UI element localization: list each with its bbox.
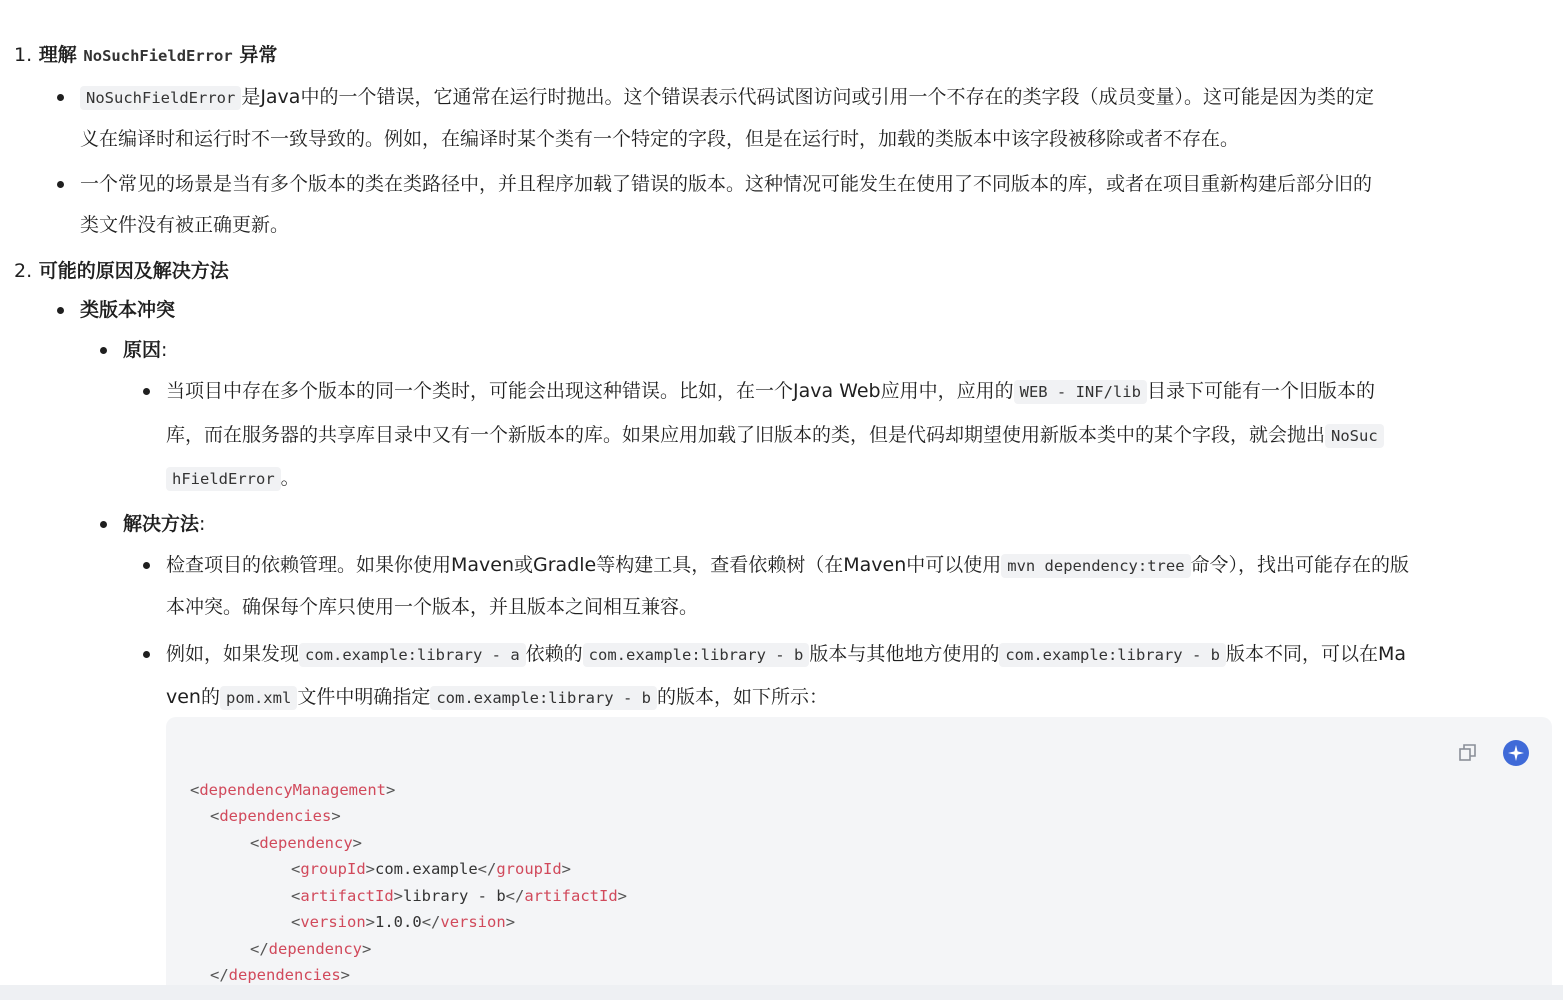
bullet-dot [57,94,64,101]
list-item-continuation: hFieldError 。 [166,463,300,493]
ai-assist-icon[interactable] [1503,740,1529,766]
code-line: </dependency> [250,940,372,958]
section2-heading: 2. 可能的原因及解决方法 [14,260,229,282]
list-item: 一个常见的场景是当有多个版本的类在类路径中，并且程序加载了错误的版本。这种情况可能发生在使用了不同版本的库，或者在项目重新构建后部分旧的 [80,173,1373,195]
code-line: <groupId>com.example</groupId> [291,860,572,878]
list-item-continuation: 义在编译时和运行时不一致导致的。例如，在编译时某个类有一个特定的字段，但是在运行时，加载的类版本中该字段被移除或者不存在。 [80,128,1240,150]
inline-code: com.example:library - a [299,643,526,667]
bullet-dot [100,347,107,354]
inline-code: com.example:library - b [583,643,810,667]
code-line: <artifactId>library - b</artifactId> [291,887,628,905]
inline-code: NoSuchFieldError [83,47,233,65]
list-item-continuation: 类文件没有被正确更新。 [80,214,290,236]
ai-assist-icon-svg [1503,740,1529,766]
inline-code: NoSuchFieldError [80,86,241,110]
code-line: </dependencies> [210,966,350,984]
bullet-dot [143,562,150,569]
list-item-continuation: 本冲突。确保每个库只使用一个版本，并且版本之间相互兼容。 [166,596,699,618]
inline-code: pom.xml [220,686,297,710]
inline-code: com.example:library - b [999,643,1226,667]
solution-label: 解决方法: [123,513,206,535]
list-item: 当项目中存在多个版本的同一个类时，可能会出现这种错误。比如，在一个Java Web应用中，应用的 WEB - INF/lib 目录下可能有一个旧版本的 [166,380,1375,402]
copy-icon-svg [1457,742,1479,764]
copy-icon[interactable] [1457,742,1479,764]
inline-code: mvn dependency:tree [1001,554,1190,578]
inline-code: NoSuc [1325,424,1384,448]
code-line: <dependency> [250,834,363,852]
code-line: <dependencyManagement> [190,781,396,799]
inline-code: com.example:library - b [430,686,657,710]
inline-code: WEB - INF/lib [1014,380,1147,404]
inline-code: hFieldError [166,467,281,491]
code-line: <dependencies> [210,807,341,825]
bullet-dot [57,307,64,314]
bullet-dot [100,521,107,528]
subsection-title: 类版本冲突 [80,299,176,321]
list-item: NoSuchFieldError 是Java中的一个错误，它通常在运行时抛出。这个错误表示代码试图访问或引用一个不存在的类字段（成员变量）。这可能是因为类的定 [80,82,1374,112]
code-line: <version>1.0.0</version> [291,913,516,931]
cause-label: 原因: [123,339,168,361]
list-item-continuation: ven的 pom.xml 文件中明确指定 com.example:library - b 的版本，如下所示： [166,686,828,708]
bottom-bar [0,985,1563,1000]
list-item-continuation: 库，而在服务器的共享库目录中又有一个新版本的库。如果应用加载了旧版本的类，但是代码却期望使用新版本类中的某个字段，就会抛出 NoSuc [166,420,1384,450]
bullet-dot [143,388,150,395]
bullet-dot [143,651,150,658]
bullet-dot [57,181,64,188]
list-item: 例如，如果发现 com.example:library - a 依赖的 com.example:library - b 版本与其他地方使用的 com.example:library - b 版本不同，可以在Ma [166,643,1407,665]
section1-heading: 1. 理解 NoSuchFieldError 异常 [14,44,278,66]
list-item: 检查项目的依赖管理。如果你使用Maven或Gradle等构建工具，查看依赖树（在Maven中可以使用 mvn dependency:tree 命令），找出可能存在的版 [166,554,1410,576]
